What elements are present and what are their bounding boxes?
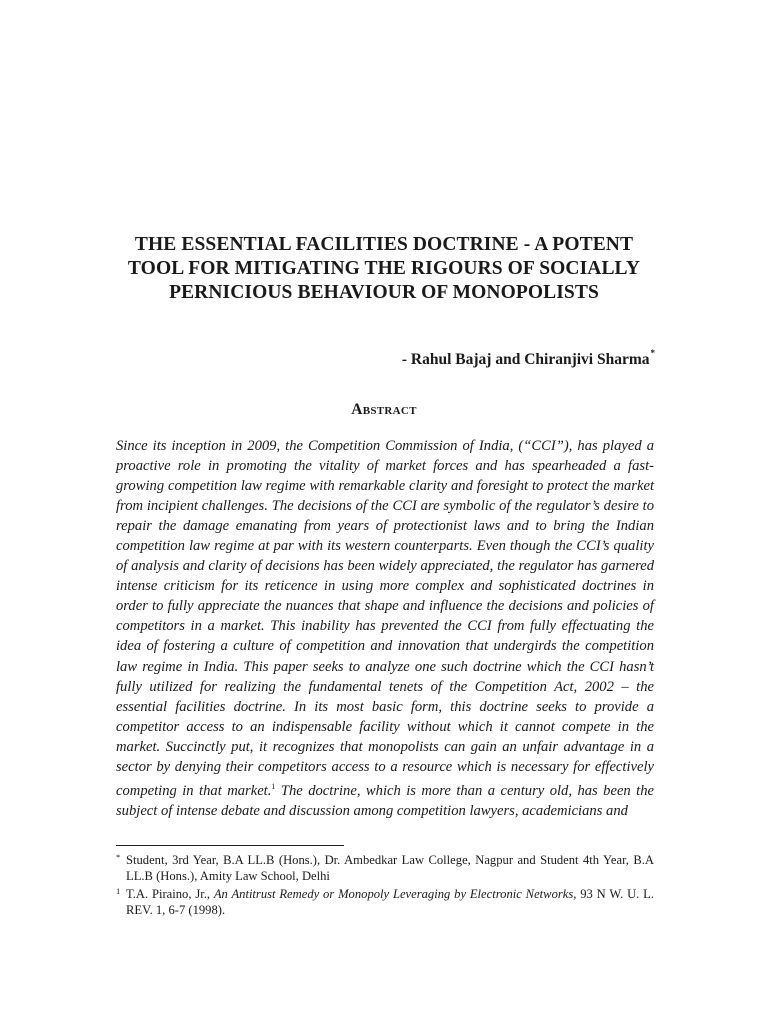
- footnote-1: [116, 886, 654, 918]
- author-footnote-marker: *: [650, 348, 655, 358]
- abstract-heading: Abstract: [351, 401, 417, 418]
- abstract-text-part-2: The doctrine, which is more than a century old, has been the subject of intense debate and discussion among competition lawyers, academicians and: [116, 782, 655, 819]
- footnote-text: Student, 3rd Year, B.A LL.B (Hons.), Dr. Ambedkar Law College, Nagpur and Student 4th Year, B.A LL.B (Hons.), Amity Law School, Delhi: [126, 853, 654, 883]
- footnotes: [116, 852, 654, 920]
- author-names: - Rahul Bajaj and Chiranjivi Sharma: [401, 351, 650, 368]
- abstract-body: [116, 436, 654, 821]
- author-line: [402, 343, 655, 370]
- footnote-prefix: T.A. Piraino, Jr.,: [126, 887, 214, 901]
- footnote-divider: [116, 845, 344, 846]
- footnote-marker: 1: [116, 886, 121, 896]
- paper-title: THE ESSENTIAL FACILITIES DOCTRINE - A POTENT TOOL FOR MITIGATING THE RIGOURS OF SOCIALLY PERNICIOUS BEHAVIOUR OF MONOPOLISTS: [127, 234, 641, 303]
- footnote-suffix: , 93 N W. U. L. REV. 1, 6-7 (1998).: [126, 887, 654, 917]
- abstract-text-part-1: Since its inception in 2009, the Competition Commission of India, (“CCI”), has played a proactive role in promoting the vitality of market forces and has spearheaded a fast-growing competition law regime with remarkable clarity and foresight to protect the market from incipient challenges. The decisions of the CCI are symbolic of the regulator’s desire to repair the damage emanating from years of protectionist laws and to bring the Indian competition law regime at par with its western counterparts. Even though the CCI’s quality of analysis and clarity of decisions has been widely appreciated, the regulator has garnered intense criticism for its reticence in using more complex and sophisticated doctrines in order to fully appreciate the nuances that shape and influence the decisions and policies of competitors in a market. This inability has prevented the CCI from fully effectuating the idea of fostering a culture of competition and innovation that undergirds the competition law regime in India. This paper seeks to analyze one such doctrine which the CCI hasn’t fully utilized for realizing the fundamental tenets of the Competition Act, 2002 – the essential facilities doctrine. In its most basic form, this doctrine seeks to provide a competitor access to an indispensable facility without which it cannot compete in the market. Succinctly put, it recognizes that monopolists can gain an unfair advantage in a sector by denying their competitors access to a resource which is necessary for effectively competing in that market.: [116, 438, 654, 799]
- footnote-author: [116, 852, 654, 884]
- abstract-footnote-marker: 1: [271, 781, 276, 791]
- footnote-cited-title: An Antitrust Remedy or Monopoly Leveraging by Electronic Networks: [213, 887, 574, 901]
- footnote-marker: *: [116, 852, 121, 862]
